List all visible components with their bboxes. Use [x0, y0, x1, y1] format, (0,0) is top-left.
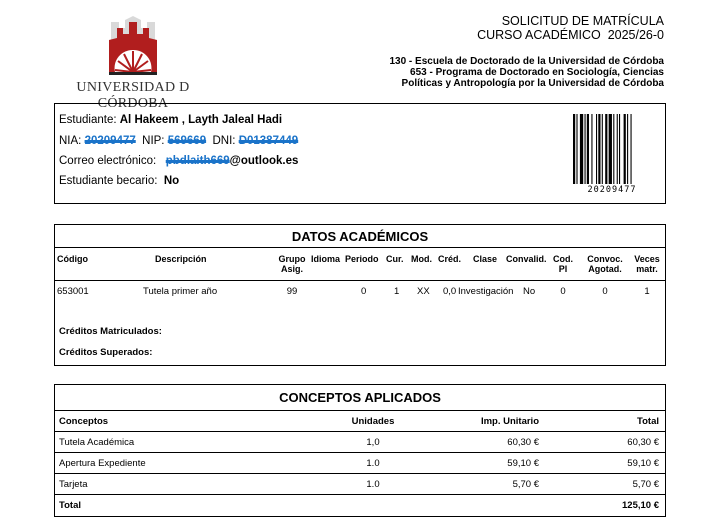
cell-cred: 0,0	[443, 286, 457, 297]
cell-veces: 1	[644, 286, 650, 297]
row-unidades: 1.0	[366, 479, 380, 490]
col-cred: Créd.	[438, 254, 462, 264]
barcode-number: 20209477	[587, 185, 637, 195]
col-convoc: Convoc. Agotad.	[587, 254, 623, 274]
student-becario-line	[59, 175, 179, 187]
row-concepto: Tarjeta	[59, 479, 88, 490]
university-name: UNIVERSIDAD D CÓRDOBA	[76, 80, 190, 111]
row-total: 59,10 €	[627, 458, 659, 469]
row-total: 60,30 €	[627, 437, 659, 448]
cell-clase: Investigación	[458, 286, 514, 297]
student-name-label: Estudiante:	[59, 114, 117, 126]
col-convalid: Convalid.	[506, 254, 547, 264]
table-row	[55, 452, 665, 473]
row-unidades: 1.0	[366, 458, 380, 469]
course-value: 2025/26-0	[607, 28, 664, 42]
total-label: Total	[59, 500, 81, 511]
row-concepto: Tutela Académica	[59, 437, 135, 448]
col-codigo: Código	[57, 254, 88, 264]
course-label: CURSO ACADÉMICO	[477, 28, 601, 42]
barcode-image	[573, 114, 651, 184]
student-ids-line	[59, 135, 298, 147]
cell-periodo: 0	[361, 286, 367, 297]
program-line-2: Políticas y Antropología por la Universidad de Córdoba	[401, 78, 664, 89]
becario-label: Estudiante becario:	[59, 175, 158, 187]
creditos-matriculados-label: Créditos Matriculados:	[59, 326, 162, 337]
col-descripcion: Descripción	[155, 254, 207, 264]
email-domain: @outlook.es	[229, 155, 299, 167]
concepts-header-row	[55, 410, 665, 431]
student-info-box	[54, 103, 666, 204]
cell-cur: 1	[394, 286, 400, 297]
col-clase: Clase	[473, 254, 498, 264]
table-row	[55, 473, 665, 494]
row-unitario: 5,70 €	[512, 479, 539, 490]
document-header	[389, 14, 664, 89]
cell-grupo: 99	[286, 286, 298, 297]
email-user-redacted: pbdlaith669	[165, 155, 230, 167]
col-codpl: Cod. Pl	[553, 254, 573, 274]
student-name-value: Al Hakeem , Layth Jaleal Hadi	[119, 114, 283, 126]
row-unitario: 60,30 €	[507, 437, 539, 448]
col-veces: Veces matr.	[634, 254, 660, 274]
total-value: 125,10 €	[622, 500, 659, 511]
col-total: Total	[637, 416, 659, 427]
cell-convoc: 0	[602, 286, 608, 297]
creditos-superados-label: Créditos Superados:	[59, 347, 153, 358]
cell-convalid: No	[523, 286, 536, 297]
row-total: 5,70 €	[632, 479, 659, 490]
col-cur: Cur.	[386, 254, 404, 264]
col-grupo: Grupo Asig.	[278, 254, 306, 274]
student-name-line	[59, 114, 282, 126]
col-unidades: Unidades	[351, 416, 395, 427]
academic-data-box	[54, 224, 666, 366]
row-unitario: 59,10 €	[507, 458, 539, 469]
nia-value-redacted: 20209477	[84, 135, 136, 147]
becario-value: No	[163, 175, 180, 187]
cell-mod: XX	[417, 286, 430, 297]
nip-label: NIP:	[142, 135, 165, 147]
document-title: SOLICITUD DE MATRÍCULA	[501, 14, 664, 28]
academic-title: DATOS ACADÉMICOS	[291, 229, 429, 244]
program-line-1: 653 - Programa de Doctorado en Sociología, Ciencias	[410, 67, 664, 78]
row-unidades: 1,0	[366, 437, 380, 448]
cell-codigo: 653001	[57, 286, 89, 297]
email-label: Correo electrónico:	[59, 155, 157, 167]
col-periodo: Periodo	[345, 254, 379, 264]
col-conceptos: Conceptos	[59, 416, 109, 427]
school-line: 130 - Escuela de Doctorado de la Universidad de Córdoba	[389, 56, 664, 67]
concepts-box	[54, 384, 666, 517]
cell-codpl: 0	[560, 286, 566, 297]
nia-label: NIA:	[59, 135, 82, 147]
total-row	[55, 494, 665, 515]
cell-descripcion: Tutela primer año	[143, 286, 218, 297]
nip-value-redacted: 569669	[167, 135, 207, 147]
concepts-title: CONCEPTOS APLICADOS	[279, 390, 441, 405]
table-row	[55, 431, 665, 452]
col-mod: Mod.	[411, 254, 432, 264]
dni-value-redacted: D01387449	[238, 135, 299, 147]
col-imp-unitario: Imp. Unitario	[480, 416, 539, 427]
dni-label: DNI:	[212, 135, 236, 147]
col-idioma: Idioma	[311, 254, 341, 264]
row-concepto: Apertura Expediente	[59, 458, 146, 469]
student-email-line	[59, 155, 298, 167]
course-line	[389, 28, 664, 42]
